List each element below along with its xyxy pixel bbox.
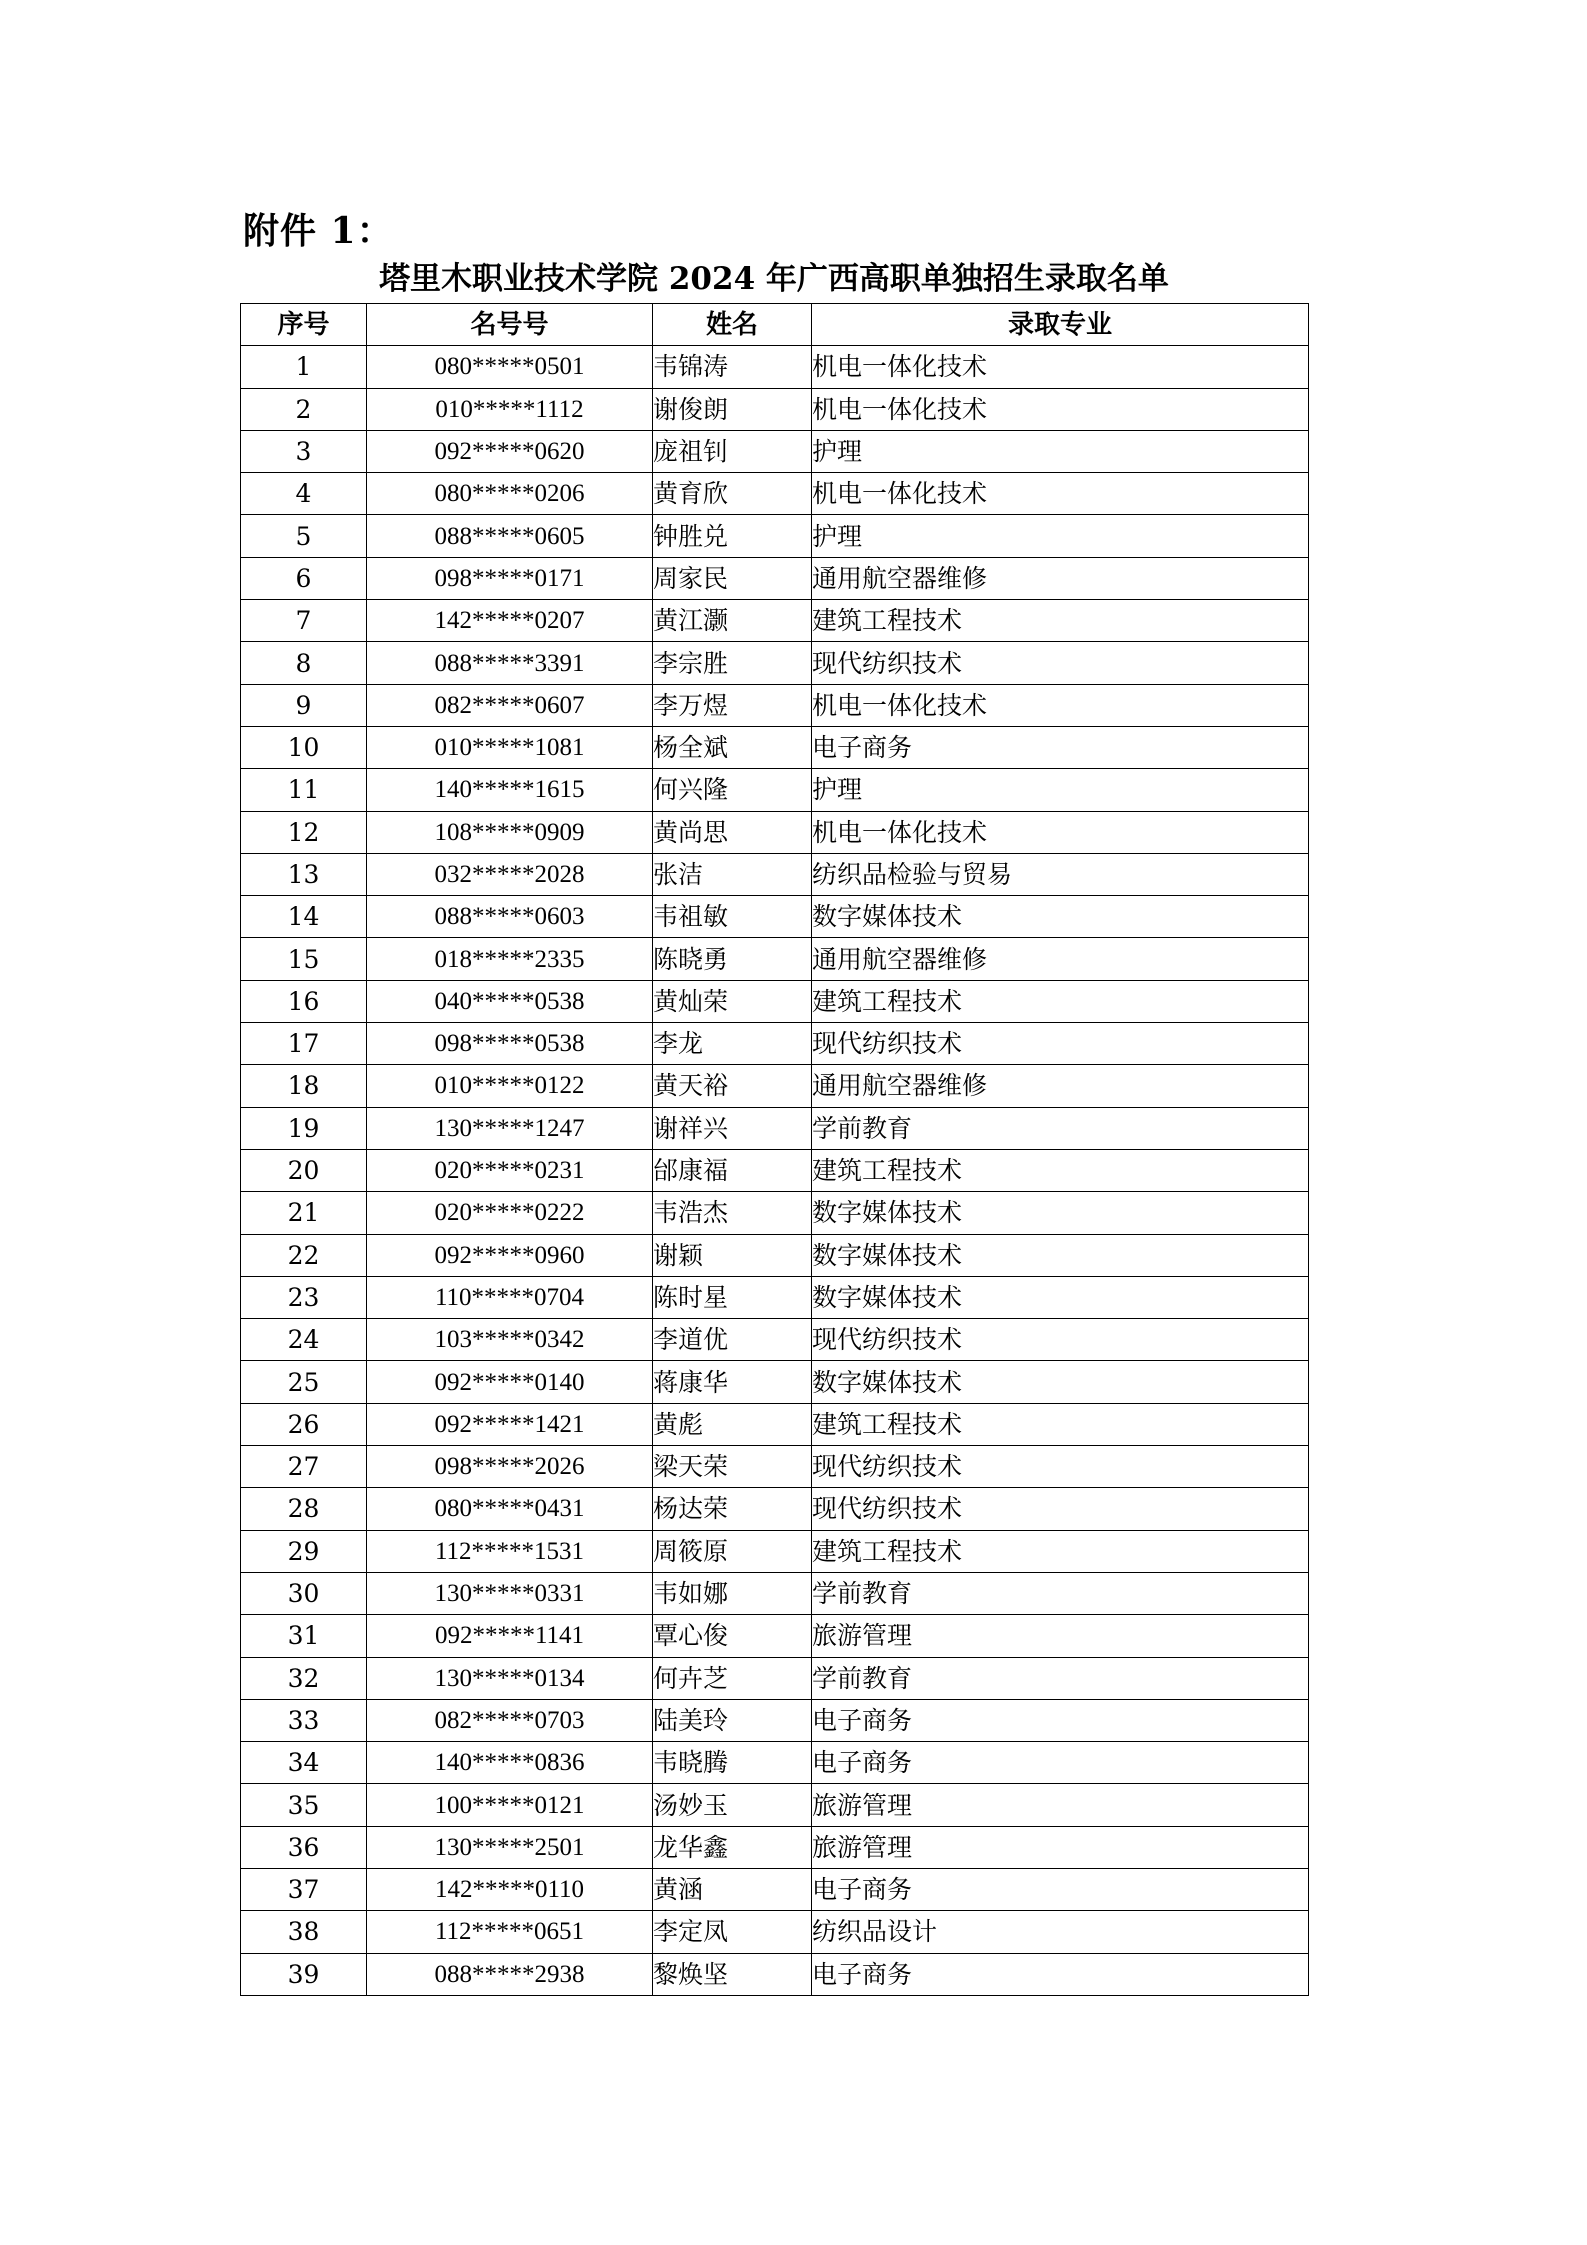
cell-seq: 26 (241, 1403, 367, 1445)
cell-student-name: 韦祖敏 (653, 896, 812, 938)
cell-student-name: 黄彪 (653, 1403, 812, 1445)
cell-student-name: 周家民 (653, 557, 812, 599)
cell-student-name: 陆美玲 (653, 1699, 812, 1741)
table-row (241, 1107, 1309, 1149)
cell-student-name: 谢俊朗 (653, 388, 812, 430)
cell-seq: 1 (241, 346, 367, 388)
table-row (241, 811, 1309, 853)
cell-seq: 33 (241, 1699, 367, 1741)
cell-student-name: 龙华鑫 (653, 1826, 812, 1868)
cell-admitted-major: 护理 (812, 515, 1309, 557)
cell-seq: 6 (241, 557, 367, 599)
cell-candidate-id: 112*****1531 (367, 1530, 653, 1572)
cell-candidate-id: 098*****0538 (367, 1023, 653, 1065)
cell-candidate-id: 088*****2938 (367, 1953, 653, 1995)
table-row (241, 1742, 1309, 1784)
cell-candidate-id: 010*****1081 (367, 726, 653, 768)
cell-admitted-major: 学前教育 (812, 1572, 1309, 1614)
cell-admitted-major: 现代纺织技术 (812, 642, 1309, 684)
cell-student-name: 黄江灏 (653, 600, 812, 642)
column-header-id: 名号号 (367, 304, 653, 346)
cell-admitted-major: 建筑工程技术 (812, 1149, 1309, 1191)
table-row (241, 1319, 1309, 1361)
cell-student-name: 黄尚思 (653, 811, 812, 853)
cell-admitted-major: 现代纺织技术 (812, 1446, 1309, 1488)
cell-candidate-id: 140*****0836 (367, 1742, 653, 1784)
table-row (241, 1149, 1309, 1191)
cell-admitted-major: 建筑工程技术 (812, 1403, 1309, 1445)
cell-student-name: 陈时星 (653, 1276, 812, 1318)
cell-admitted-major: 电子商务 (812, 1868, 1309, 1910)
cell-admitted-major: 建筑工程技术 (812, 600, 1309, 642)
cell-student-name: 李宗胜 (653, 642, 812, 684)
table-row (241, 1615, 1309, 1657)
cell-seq: 12 (241, 811, 367, 853)
cell-student-name: 杨全斌 (653, 726, 812, 768)
table-row (241, 1488, 1309, 1530)
cell-seq: 27 (241, 1446, 367, 1488)
cell-student-name: 周筱原 (653, 1530, 812, 1572)
cell-admitted-major: 护理 (812, 430, 1309, 472)
cell-candidate-id: 080*****0501 (367, 346, 653, 388)
cell-candidate-id: 142*****0110 (367, 1868, 653, 1910)
table-row (241, 726, 1309, 768)
cell-admitted-major: 通用航空器维修 (812, 938, 1309, 980)
cell-seq: 9 (241, 684, 367, 726)
cell-admitted-major: 数字媒体技术 (812, 1361, 1309, 1403)
cell-student-name: 蒋康华 (653, 1361, 812, 1403)
cell-seq: 18 (241, 1065, 367, 1107)
cell-admitted-major: 现代纺织技术 (812, 1319, 1309, 1361)
cell-student-name: 谢颖 (653, 1234, 812, 1276)
cell-student-name: 李万煜 (653, 684, 812, 726)
table-row (241, 684, 1309, 726)
cell-admitted-major: 电子商务 (812, 726, 1309, 768)
table-row (241, 1276, 1309, 1318)
table-row (241, 1403, 1309, 1445)
table-row (241, 1784, 1309, 1826)
table-row (241, 1826, 1309, 1868)
cell-admitted-major: 数字媒体技术 (812, 896, 1309, 938)
cell-seq: 22 (241, 1234, 367, 1276)
cell-candidate-id: 088*****0605 (367, 515, 653, 557)
cell-student-name: 韦如娜 (653, 1572, 812, 1614)
cell-seq: 2 (241, 388, 367, 430)
cell-seq: 13 (241, 853, 367, 895)
cell-admitted-major: 机电一体化技术 (812, 684, 1309, 726)
table-row (241, 430, 1309, 472)
cell-candidate-id: 088*****3391 (367, 642, 653, 684)
cell-seq: 21 (241, 1192, 367, 1234)
cell-student-name: 何兴隆 (653, 769, 812, 811)
cell-seq: 24 (241, 1319, 367, 1361)
table-row (241, 1911, 1309, 1953)
cell-seq: 16 (241, 980, 367, 1022)
attachment-label: 附件 1： (243, 210, 394, 252)
cell-admitted-major: 通用航空器维修 (812, 557, 1309, 599)
cell-student-name: 覃心俊 (653, 1615, 812, 1657)
cell-candidate-id: 010*****0122 (367, 1065, 653, 1107)
cell-seq: 20 (241, 1149, 367, 1191)
cell-candidate-id: 088*****0603 (367, 896, 653, 938)
table-row (241, 1699, 1309, 1741)
table-row (241, 769, 1309, 811)
cell-student-name: 何卉芝 (653, 1657, 812, 1699)
cell-seq: 32 (241, 1657, 367, 1699)
table-row (241, 1446, 1309, 1488)
cell-seq: 8 (241, 642, 367, 684)
cell-seq: 3 (241, 430, 367, 472)
table-row (241, 1065, 1309, 1107)
cell-seq: 28 (241, 1488, 367, 1530)
cell-admitted-major: 数字媒体技术 (812, 1234, 1309, 1276)
table-row (241, 1572, 1309, 1614)
cell-student-name: 韦锦涛 (653, 346, 812, 388)
cell-admitted-major: 建筑工程技术 (812, 980, 1309, 1022)
cell-candidate-id: 098*****0171 (367, 557, 653, 599)
cell-admitted-major: 现代纺织技术 (812, 1488, 1309, 1530)
column-header-seq: 序号 (241, 304, 367, 346)
table-row (241, 980, 1309, 1022)
cell-student-name: 黄天裕 (653, 1065, 812, 1107)
cell-admitted-major: 机电一体化技术 (812, 388, 1309, 430)
cell-candidate-id: 010*****1112 (367, 388, 653, 430)
cell-candidate-id: 092*****1141 (367, 1615, 653, 1657)
cell-admitted-major: 机电一体化技术 (812, 473, 1309, 515)
cell-candidate-id: 092*****0960 (367, 1234, 653, 1276)
cell-admitted-major: 护理 (812, 769, 1309, 811)
cell-candidate-id: 082*****0703 (367, 1699, 653, 1741)
table-row (241, 346, 1309, 388)
table-row (241, 600, 1309, 642)
table-row (241, 1023, 1309, 1065)
cell-admitted-major: 纺织品检验与贸易 (812, 853, 1309, 895)
table-row (241, 473, 1309, 515)
cell-candidate-id: 040*****0538 (367, 980, 653, 1022)
cell-seq: 30 (241, 1572, 367, 1614)
cell-admitted-major: 旅游管理 (812, 1615, 1309, 1657)
cell-student-name: 谢祥兴 (653, 1107, 812, 1149)
cell-student-name: 黄育欣 (653, 473, 812, 515)
cell-candidate-id: 020*****0222 (367, 1192, 653, 1234)
cell-admitted-major: 建筑工程技术 (812, 1530, 1309, 1572)
cell-candidate-id: 080*****0431 (367, 1488, 653, 1530)
table-row (241, 1234, 1309, 1276)
cell-seq: 38 (241, 1911, 367, 1953)
cell-candidate-id: 130*****0134 (367, 1657, 653, 1699)
cell-student-name: 汤妙玉 (653, 1784, 812, 1826)
table-row (241, 1953, 1309, 1995)
cell-seq: 14 (241, 896, 367, 938)
cell-student-name: 庞祖钊 (653, 430, 812, 472)
cell-student-name: 韦浩杰 (653, 1192, 812, 1234)
cell-student-name: 张洁 (653, 853, 812, 895)
table-row (241, 515, 1309, 557)
cell-admitted-major: 数字媒体技术 (812, 1192, 1309, 1234)
cell-seq: 31 (241, 1615, 367, 1657)
table-row (241, 1657, 1309, 1699)
table-body (241, 346, 1309, 1996)
cell-student-name: 黎焕坚 (653, 1953, 812, 1995)
table-row (241, 1361, 1309, 1403)
table-row (241, 1868, 1309, 1910)
cell-candidate-id: 092*****1421 (367, 1403, 653, 1445)
cell-candidate-id: 130*****2501 (367, 1826, 653, 1868)
cell-student-name: 黄涵 (653, 1868, 812, 1910)
cell-candidate-id: 100*****0121 (367, 1784, 653, 1826)
cell-candidate-id: 018*****2335 (367, 938, 653, 980)
cell-candidate-id: 110*****0704 (367, 1276, 653, 1318)
cell-candidate-id: 092*****0140 (367, 1361, 653, 1403)
cell-candidate-id: 032*****2028 (367, 853, 653, 895)
cell-seq: 36 (241, 1826, 367, 1868)
table-row (241, 938, 1309, 980)
cell-seq: 17 (241, 1023, 367, 1065)
cell-student-name: 邰康福 (653, 1149, 812, 1191)
cell-student-name: 黄灿荣 (653, 980, 812, 1022)
document-title: 塔里木职业技术学院 2024 年广西高职单独招生录取名单 (379, 261, 1169, 297)
cell-candidate-id: 080*****0206 (367, 473, 653, 515)
cell-seq: 4 (241, 473, 367, 515)
table-header-row (241, 304, 1309, 346)
cell-admitted-major: 学前教育 (812, 1657, 1309, 1699)
cell-seq: 5 (241, 515, 367, 557)
cell-candidate-id: 108*****0909 (367, 811, 653, 853)
cell-seq: 35 (241, 1784, 367, 1826)
cell-admitted-major: 数字媒体技术 (812, 1276, 1309, 1318)
cell-seq: 11 (241, 769, 367, 811)
cell-admitted-major: 电子商务 (812, 1742, 1309, 1784)
cell-student-name: 李龙 (653, 1023, 812, 1065)
cell-admitted-major: 机电一体化技术 (812, 346, 1309, 388)
table-row (241, 1530, 1309, 1572)
cell-seq: 10 (241, 726, 367, 768)
table-row (241, 853, 1309, 895)
cell-admitted-major: 电子商务 (812, 1953, 1309, 1995)
table-row (241, 642, 1309, 684)
cell-admitted-major: 现代纺织技术 (812, 1023, 1309, 1065)
cell-candidate-id: 020*****0231 (367, 1149, 653, 1191)
cell-student-name: 陈晓勇 (653, 938, 812, 980)
cell-candidate-id: 082*****0607 (367, 684, 653, 726)
cell-student-name: 梁天荣 (653, 1446, 812, 1488)
table-row (241, 557, 1309, 599)
cell-admitted-major: 旅游管理 (812, 1826, 1309, 1868)
cell-seq: 37 (241, 1868, 367, 1910)
cell-seq: 23 (241, 1276, 367, 1318)
cell-student-name: 韦晓腾 (653, 1742, 812, 1784)
column-header-name: 姓名 (653, 304, 812, 346)
table-row (241, 1192, 1309, 1234)
cell-admitted-major: 学前教育 (812, 1107, 1309, 1149)
cell-candidate-id: 130*****0331 (367, 1572, 653, 1614)
cell-admitted-major: 机电一体化技术 (812, 811, 1309, 853)
admission-list-table (240, 303, 1309, 1996)
cell-candidate-id: 098*****2026 (367, 1446, 653, 1488)
cell-seq: 39 (241, 1953, 367, 1995)
cell-candidate-id: 142*****0207 (367, 600, 653, 642)
cell-candidate-id: 140*****1615 (367, 769, 653, 811)
cell-student-name: 杨达荣 (653, 1488, 812, 1530)
table-row (241, 388, 1309, 430)
cell-seq: 7 (241, 600, 367, 642)
cell-candidate-id: 092*****0620 (367, 430, 653, 472)
cell-seq: 25 (241, 1361, 367, 1403)
cell-student-name: 李定凤 (653, 1911, 812, 1953)
cell-admitted-major: 通用航空器维修 (812, 1065, 1309, 1107)
cell-student-name: 李道优 (653, 1319, 812, 1361)
cell-seq: 29 (241, 1530, 367, 1572)
column-header-major: 录取专业 (812, 304, 1309, 346)
cell-seq: 34 (241, 1742, 367, 1784)
table-row (241, 896, 1309, 938)
cell-seq: 19 (241, 1107, 367, 1149)
cell-admitted-major: 电子商务 (812, 1699, 1309, 1741)
cell-admitted-major: 旅游管理 (812, 1784, 1309, 1826)
cell-candidate-id: 112*****0651 (367, 1911, 653, 1953)
cell-student-name: 钟胜兑 (653, 515, 812, 557)
cell-seq: 15 (241, 938, 367, 980)
cell-candidate-id: 103*****0342 (367, 1319, 653, 1361)
cell-candidate-id: 130*****1247 (367, 1107, 653, 1149)
cell-admitted-major: 纺织品设计 (812, 1911, 1309, 1953)
